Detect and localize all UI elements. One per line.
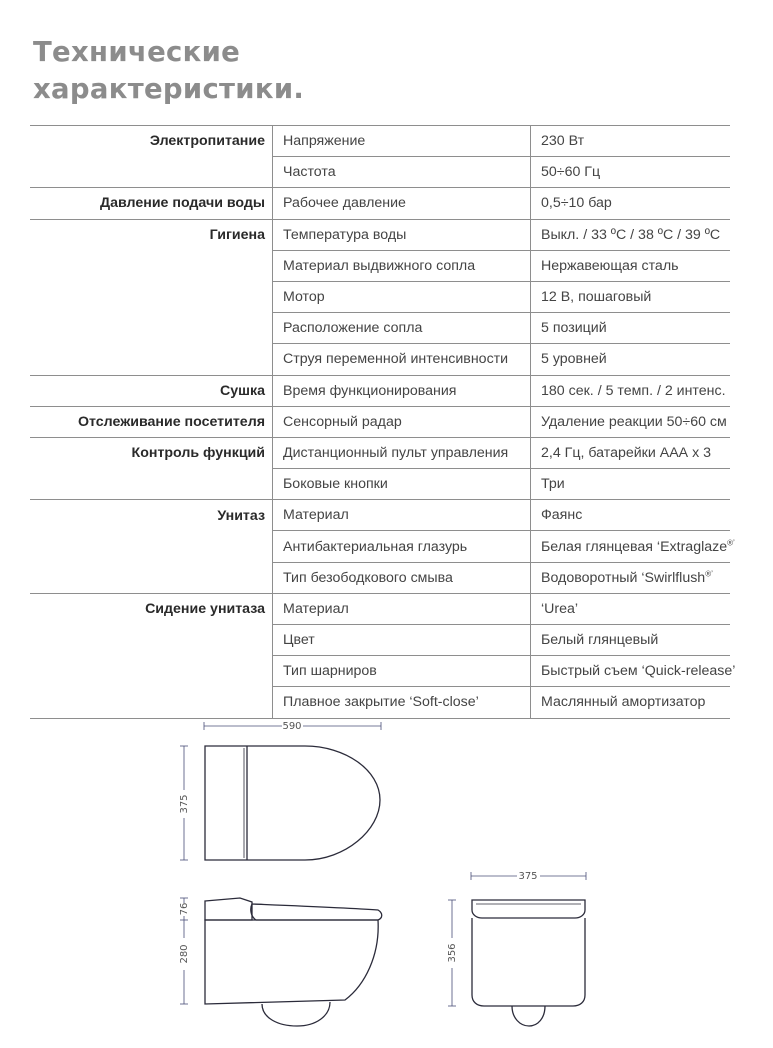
front-view-width-label: 375 <box>518 871 538 882</box>
spec-value-text: Удаление реакции 50÷60 см <box>541 413 727 430</box>
spec-value-text: 230 Вт <box>541 133 585 150</box>
spec-value-text: Выкл. / 33 ºC / 38 ºC / 39 ºC <box>541 226 721 243</box>
spec-value-text: 50÷60 Гц <box>541 164 601 181</box>
spec-value-text: Три <box>541 476 565 493</box>
front-view-drawing <box>472 900 585 1026</box>
spec-value-text: Фаянс <box>541 507 583 524</box>
spec-parameter: Боковые кнопки <box>273 469 531 500</box>
spec-category: Сидение унитаза <box>30 593 273 624</box>
spec-category: Электропитание <box>30 126 273 157</box>
spec-parameter: Температура воды <box>273 219 531 250</box>
trademark-mark: ®’ <box>727 537 735 547</box>
spec-parameter: Материал <box>273 593 531 624</box>
spec-value-text: Быстрый съем ‘Quick-release’ <box>541 663 736 680</box>
top-view-depth-label: 375 <box>179 794 190 814</box>
spec-parameter: Тип безободкового смыва <box>273 562 531 593</box>
spec-parameter: Частота <box>273 157 531 188</box>
side-view-drawing <box>205 898 382 1026</box>
front-view-height-label: 356 <box>447 943 458 963</box>
spec-value-text: 0,5÷10 бар <box>541 195 612 212</box>
spec-parameter: Мотор <box>273 281 531 312</box>
spec-category: Гигиена <box>30 219 273 250</box>
top-view-width-label: 590 <box>282 721 302 732</box>
spec-parameter: Струя переменной интенсивности <box>273 344 531 375</box>
spec-parameter: Тип шарниров <box>273 656 531 687</box>
spec-value-text: ‘Urea’ <box>541 600 579 617</box>
spec-parameter: Цвет <box>273 625 531 656</box>
spec-category: Унитаз <box>30 500 273 531</box>
trademark-mark: ®’ <box>705 568 713 578</box>
spec-parameter: Материал <box>273 500 531 531</box>
spec-value-text: Маслянный амортизатор <box>541 694 706 711</box>
title-line-1: Технические <box>33 36 241 68</box>
spec-parameter: Антибактериальная глазурь <box>273 531 531 562</box>
spec-value-text: Белая глянцевая ‘Extraglaze <box>541 538 728 555</box>
spec-value-text: 2,4 Гц, батарейки ААА x 3 <box>541 444 711 461</box>
spec-value-text: 12 В, пошаговый <box>541 289 652 306</box>
spec-category: Отслеживание посетителя <box>30 406 273 437</box>
spec-value-text: Водоворотный ‘Swirlflush <box>541 569 706 586</box>
spec-parameter: Время функционирования <box>273 375 531 406</box>
spec-category: Давление подачи воды <box>30 188 273 219</box>
spec-value-text: 5 уровней <box>541 351 607 368</box>
top-view-drawing <box>205 746 380 860</box>
spec-parameter: Плавное закрытие ‘Soft-close’ <box>273 687 531 718</box>
spec-category: Сушка <box>30 375 273 406</box>
spec-category: Контроль функций <box>30 437 273 468</box>
side-view-body-height-label: 280 <box>179 944 190 964</box>
spec-value-text: Белый глянцевый <box>541 632 659 649</box>
spec-parameter: Напряжение <box>273 126 531 157</box>
spec-parameter: Материал выдвижного сопла <box>273 250 531 281</box>
title-line-2: характеристики. <box>33 73 305 105</box>
spec-value-text: Нержавеющая сталь <box>541 257 679 274</box>
side-view-lid-height-label: 76 <box>179 902 190 916</box>
spec-parameter: Сенсорный радар <box>273 406 531 437</box>
spec-value-text: 5 позиций <box>541 320 607 337</box>
spec-parameter: Рабочее давление <box>273 188 531 219</box>
spec-parameter: Расположение сопла <box>273 313 531 344</box>
spec-parameter: Дистанционный пульт управления <box>273 437 531 468</box>
spec-value-text: 180 сек. / 5 темп. / 2 интенс. <box>541 382 726 399</box>
